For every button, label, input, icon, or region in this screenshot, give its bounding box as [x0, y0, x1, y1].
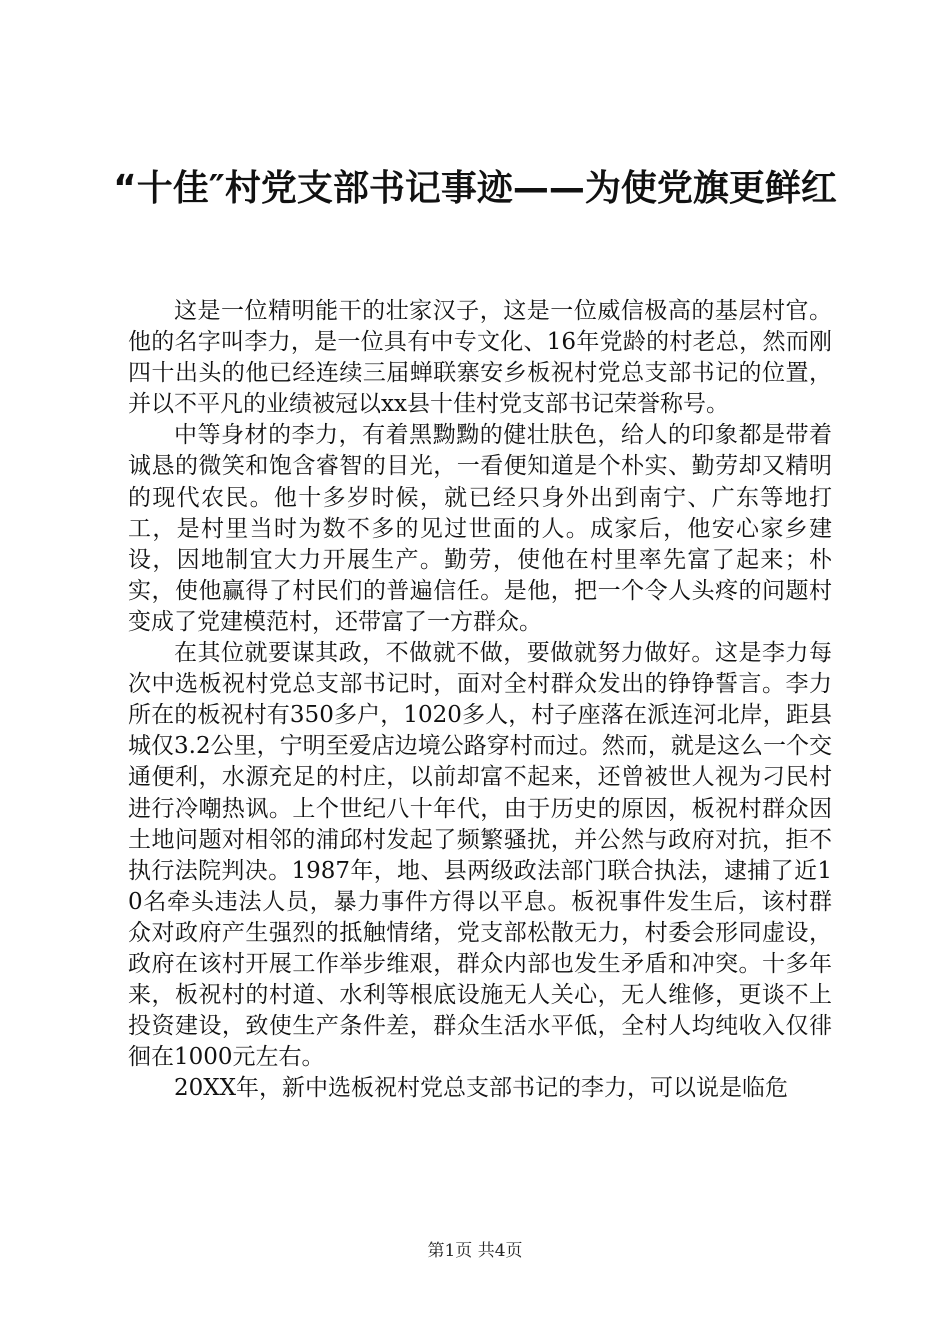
paragraph: 20XX年，新中选板祝村党总支部书记的李力，可以说是临危: [174, 1075, 789, 1102]
document-body: [128, 296, 832, 1104]
paragraph: 这是一位精明能干的壮家汉子，这是一位威信极高的基层村官。他的名字叫李力，是一位具有中专文化、16年党龄的村老总，然而刚四十出头的他已经连续三届蝉联寨安乡板祝村党总支部书记的位置，并以不平凡的业绩被冠以xx县十佳村党支部书记荣誉称号。: [128, 298, 832, 418]
paragraph: 在其位就要谋其政，不做就不做，要做就努力做好。这是李力每次中选板祝村党总支部书记时，面对全村群众发出的铮铮誓言。李力所在的板祝村有350多户，1020多人，村子座落在派连河北岸，距县城仅3.2公里，宁明至爱店边境公路穿村而过。然而，就是这么一个交通便利，水源充足的村庄，以前却富不起来，还曾被世人视为刁民村进行冷嘲热讽。上个世纪八十年代，由于历史的原因，板祝村群众因土地问题对相邻的浦邱村发起了频繁骚扰，并公然与政府对抗，拒不执行法院判决。1987年，地、县两级政法部门联合执法，逮捕了近10名牵头违法人员，暴力事件方得以平息。板祝事件发生后，该村群众对政府产生强烈的抵触情绪，党支部松散无力，村委会形同虚设，政府在该村开展工作举步维艰，群众内部也发生矛盾和冲突。十多年来，板祝村的村道、水利等根底设施无人关心，无人维修，更谈不上投资建设，致使生产条件差，群众生活水平低，全村人均纯收入仅徘徊在1000元左右。: [128, 640, 832, 1071]
document-title: “十佳″村党支部书记事迹——为使党旗更鲜红: [113, 168, 837, 209]
page-footer: 第1页 共4页: [427, 1241, 523, 1261]
paragraph: 中等身材的李力，有着黑黝黝的健壮肤色，给人的印象都是带着诚恳的微笑和饱含睿智的目光，一看便知道是个朴实、勤劳却又精明的现代农民。他十多岁时候，就已经只身外出到南宁、广东等地打工，是村里当时为数不多的见过世面的人。成家后，他安心家乡建设，因地制宜大力开展生产。勤劳，使他在村里率先富了起来；朴实，使他赢得了村民们的普遍信任。是他，把一个令人头疼的问题村变成了党建模范村，还带富了一方群众。: [128, 422, 832, 635]
